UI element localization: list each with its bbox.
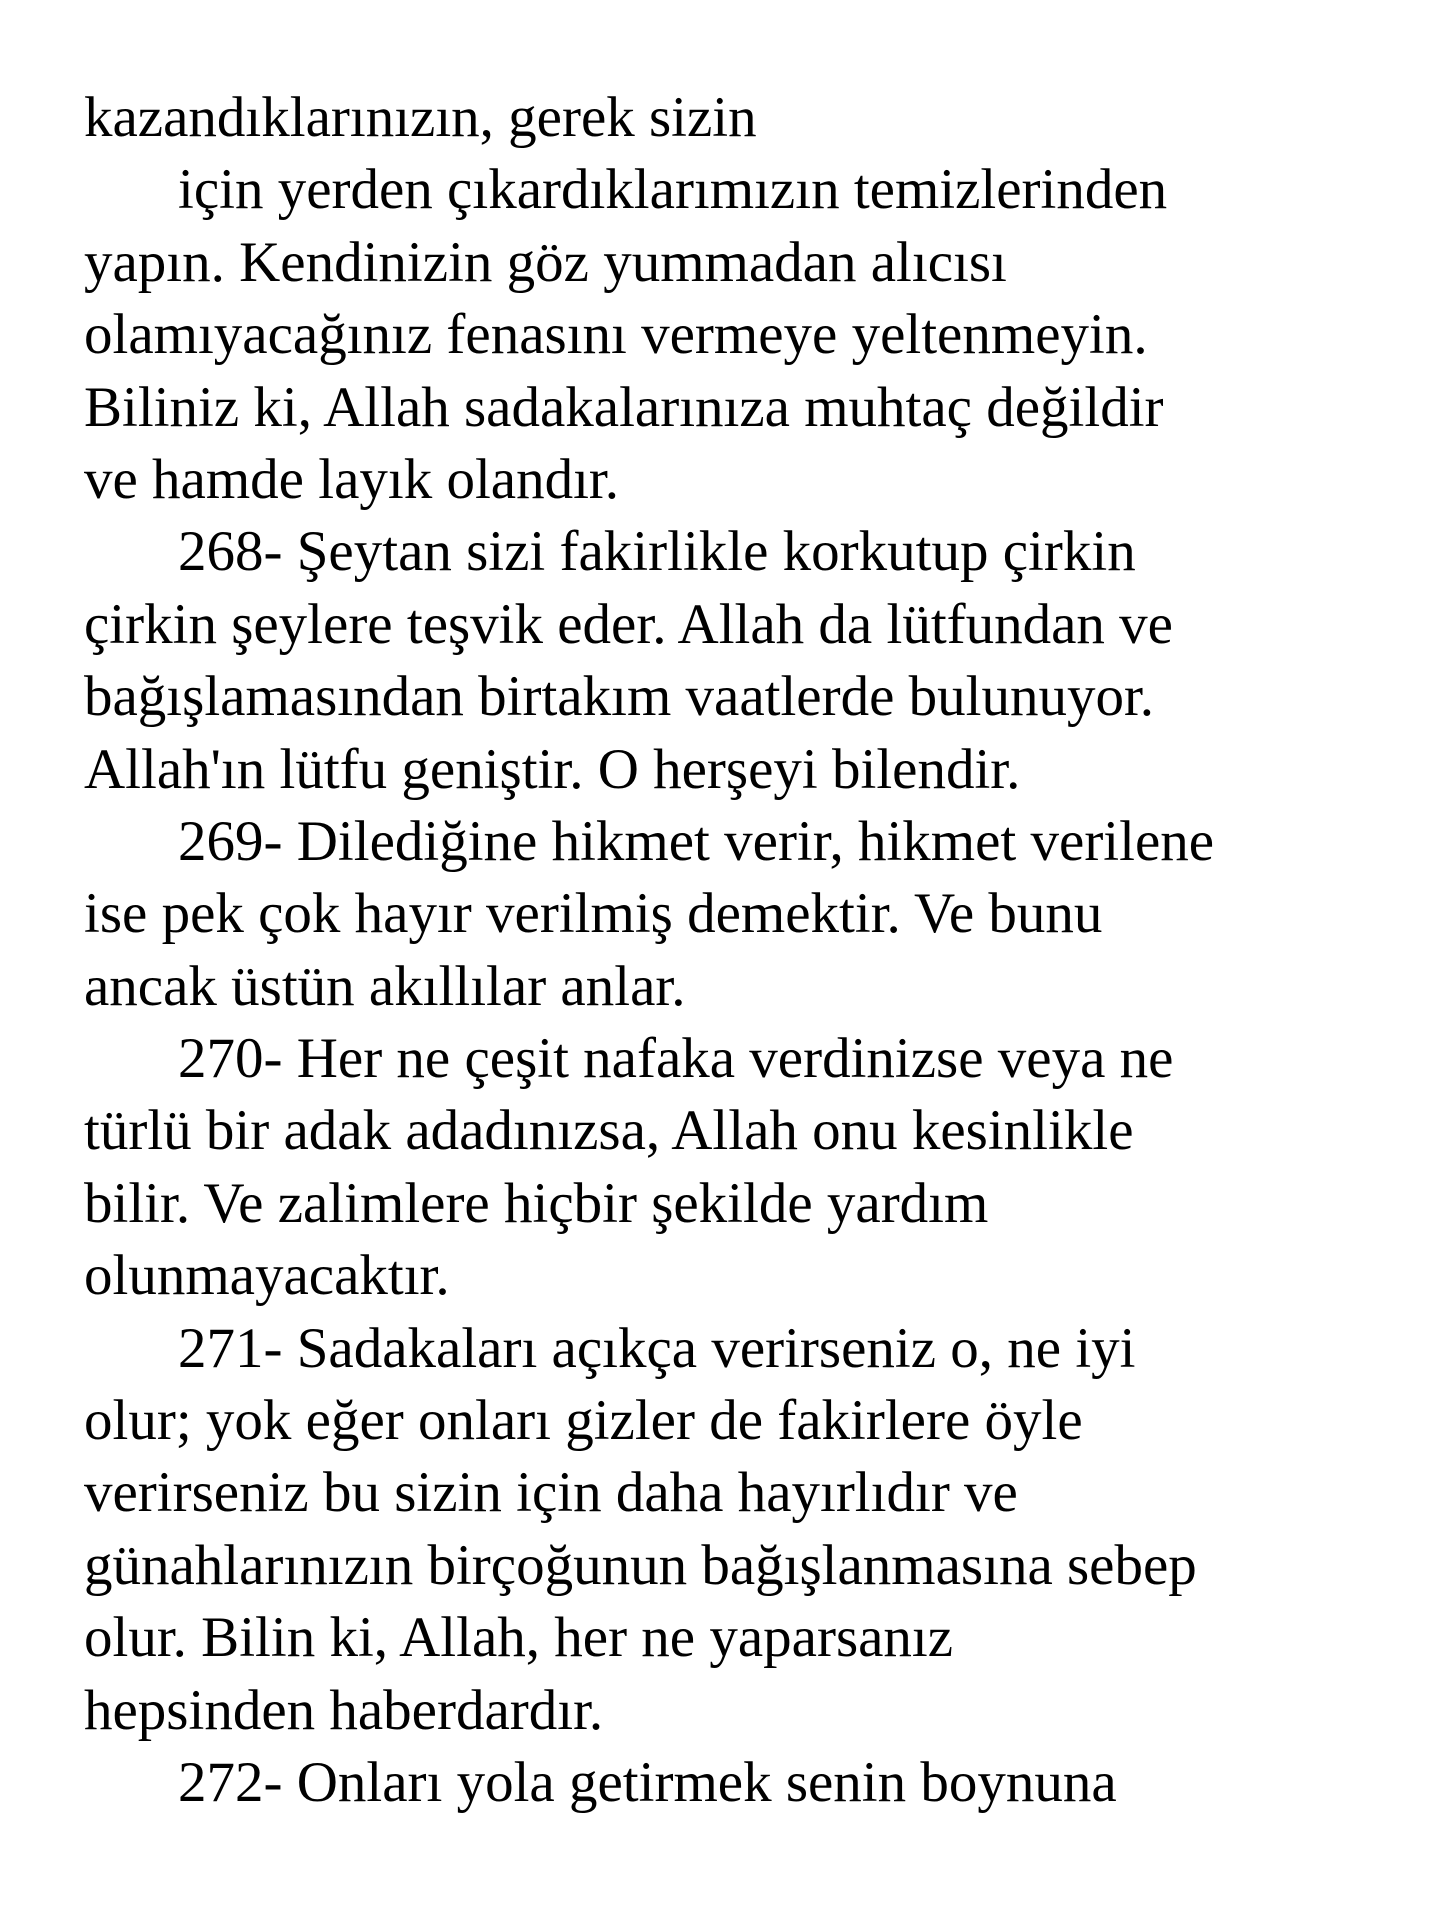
text-line: olamıyacağınız fenasını vermeye yeltenmeyin. xyxy=(84,303,1148,367)
text-line: kazandıklarınızın, gerek sizin xyxy=(84,86,757,149)
verse-272-start: 272- Onları yola getirmek senin boynuna xyxy=(178,1750,1117,1814)
text-line: verirseniz bu sizin için daha hayırlıdır ve xyxy=(84,1461,1018,1525)
text-line: olur; yok eğer onları gizler de fakirlere öyle xyxy=(84,1389,1083,1453)
text-line: çirkin şeylere teşvik eder. Allah da lütfundan ve xyxy=(84,592,1173,656)
text-line: türlü bir adak adadınızsa, Allah onu kesinlikle xyxy=(84,1099,1134,1163)
text-line: Biliniz ki, Allah sadakalarınıza muhtaç değildir xyxy=(84,375,1164,439)
text-line: ancak üstün akıllılar anlar. xyxy=(84,954,686,1018)
text-line: günahlarınızın birçoğunun bağışlanmasına sebep xyxy=(84,1533,1197,1597)
verse-270-start: 270- Her ne çeşit nafaka verdinizse veya ne xyxy=(178,1027,1174,1091)
verse-268-start: 268- Şeytan sizi fakirlikle korkutup çirkin xyxy=(178,520,1136,584)
text-line: olunmayacaktır. xyxy=(84,1244,450,1308)
body-text xyxy=(84,82,1424,1819)
text-line: ve hamde layık olandır. xyxy=(84,447,620,511)
text-line: yapın. Kendinizin göz yummadan alıcısı xyxy=(84,230,1007,294)
text-line: bağışlamasından birtakım vaatlerde bulunuyor. xyxy=(84,665,1155,729)
verse-269-start: 269- Dilediğine hikmet verir, hikmet verilene xyxy=(178,809,1215,873)
text-line: ise pek çok hayır verilmiş demektir. Ve bunu xyxy=(84,882,1103,946)
text-line: hepsinden haberdardır. xyxy=(84,1678,604,1742)
text-line: bilir. Ve zalimlere hiçbir şekilde yardım xyxy=(84,1171,989,1235)
text-line: Allah'ın lütfu geniştir. O herşeyi bilendir. xyxy=(84,737,1021,801)
text-line: olur. Bilin ki, Allah, her ne yaparsanız xyxy=(84,1606,954,1670)
text-line: için yerden çıkardıklarımızın temizlerinden xyxy=(178,158,1168,222)
verse-271-start: 271- Sadakaları açıkça verirseniz o, ne iyi xyxy=(178,1316,1136,1380)
